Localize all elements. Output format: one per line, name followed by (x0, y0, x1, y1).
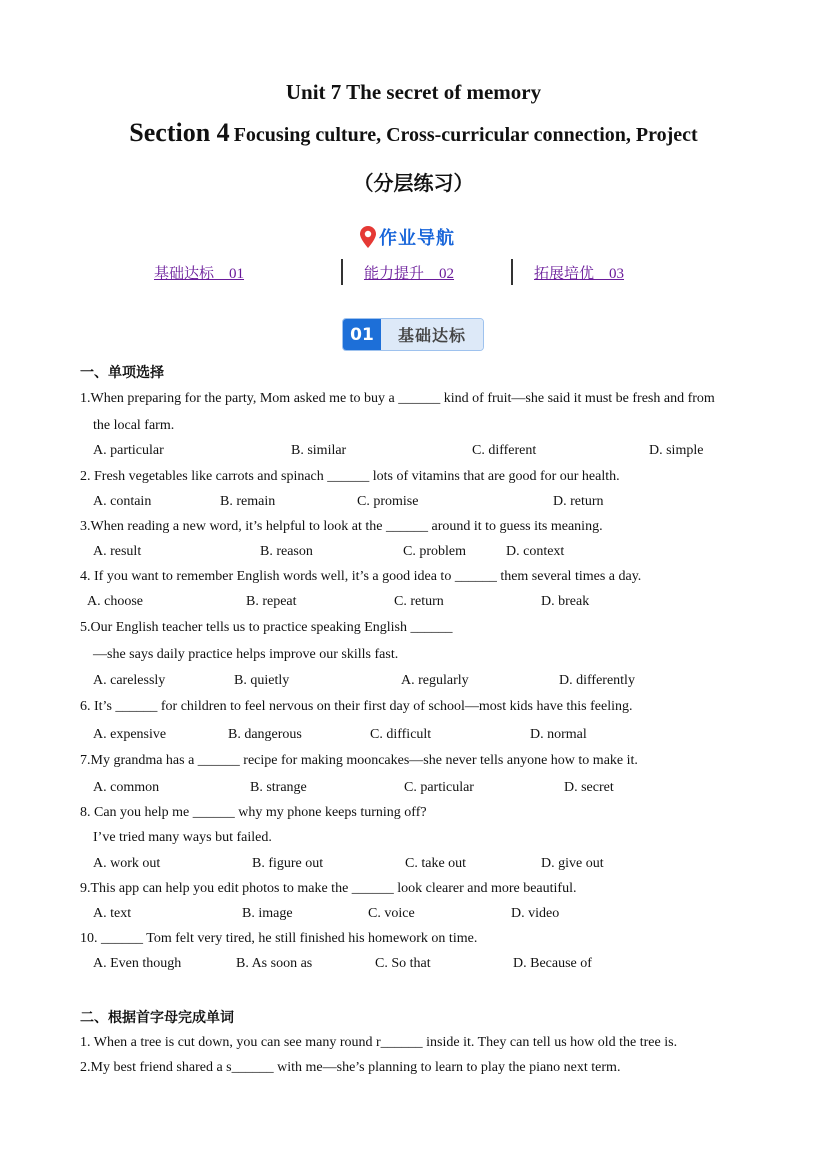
nav-link-improve[interactable]: 能力提升 02 (364, 266, 455, 282)
option: B. remain (220, 494, 276, 509)
option: B. strange (250, 780, 307, 795)
option: A. text (93, 906, 132, 921)
option: B. reason (260, 544, 313, 559)
question-line: 1.When preparing for the party, Mom asked me to buy a ______ kind of fruit—she said it must be fresh and from (80, 391, 715, 406)
option: B. similar (291, 443, 347, 458)
question-line: 10. ______ Tom felt very tired, he still finished his homework on time. (80, 931, 478, 946)
question-line: 6. It’s ______ for children to feel nervous on their first day of school—most kids have this feeling. (80, 699, 633, 714)
option: A. carelessly (93, 673, 166, 688)
question-line: 4. If you want to remember English words well, it’s a good idea to ______ them several times a day. (80, 569, 642, 584)
option: A. result (93, 544, 142, 559)
question-line: I’ve tried many ways but failed. (93, 830, 272, 845)
question-line: 3.When reading a new word, it’s helpful to look at the ______ around it to guess its meaning. (80, 519, 603, 534)
option: B. figure out (252, 856, 324, 871)
question-line: 2. Fresh vegetables like carrots and spinach ______ lots of vitamins that are good for our health. (80, 469, 620, 484)
nav-link-basic[interactable]: 基础达标 01 (154, 266, 245, 282)
nav-title: 作业导航 (379, 228, 455, 249)
option: D. differently (559, 673, 635, 688)
unit-title: Unit 7 The secret of memory (285, 80, 542, 104)
option: A. contain (93, 494, 152, 509)
option: D. break (541, 594, 590, 609)
question-line: the local farm. (93, 418, 175, 433)
option: B. image (242, 906, 293, 921)
option: A. work out (93, 856, 161, 871)
fill-item: 2.My best friend shared a s______ with me—she’s planning to learn to play the piano next term. (80, 1060, 621, 1075)
option: C. particular (404, 780, 474, 795)
question-line: 5.Our English teacher tells us to practice speaking English ______ (80, 620, 453, 635)
option: A. Even though (93, 956, 182, 971)
option: C. difficult (370, 727, 432, 742)
nav-link-extend[interactable]: 拓展培优 03 (534, 266, 625, 282)
section-badge-label: 基础达标 (381, 319, 483, 350)
question-line: —she says daily practice helps improve our skills fast. (93, 647, 399, 662)
section-title (0, 118, 827, 148)
option: A. common (93, 780, 160, 795)
option: C. take out (405, 856, 467, 871)
nav-divider (511, 259, 513, 285)
option: B. quietly (234, 673, 290, 688)
option: A. particular (93, 443, 164, 458)
question-line: 7.My grandma has a ______ recipe for making mooncakes—she never tells anyone how to make it. (80, 753, 638, 768)
nav-links (0, 259, 827, 287)
part1-heading: 一、单项选择 (80, 365, 164, 381)
practice-label: （分层练习） (353, 173, 474, 195)
option: C. So that (375, 956, 431, 971)
nav-divider (341, 259, 343, 285)
option: B. repeat (246, 594, 297, 609)
option: A. choose (87, 594, 143, 609)
option: B. As soon as (236, 956, 313, 971)
option: C. problem (403, 544, 466, 559)
homework-nav-badge (360, 224, 455, 250)
option: C. promise (357, 494, 419, 509)
option: D. context (506, 544, 565, 559)
section-number: 01 (343, 319, 381, 350)
location-pin-icon (360, 226, 376, 248)
option: D. normal (530, 727, 587, 742)
option: A. expensive (93, 727, 167, 742)
option: D. give out (541, 856, 604, 871)
section-subtitle: Focusing culture, Cross-curricular connection, Project (233, 124, 698, 146)
option: D. secret (564, 780, 614, 795)
option: C. voice (368, 906, 415, 921)
option: C. different (472, 443, 537, 458)
section-01-badge (342, 318, 484, 351)
question-line: 8. Can you help me ______ why my phone keeps turning off? (80, 805, 427, 820)
option: D. video (511, 906, 560, 921)
question-line: 9.This app can help you edit photos to make the ______ look clearer and more beautiful. (80, 881, 577, 896)
part2-heading: 二、根据首字母完成单词 (80, 1010, 234, 1026)
option: C. return (394, 594, 444, 609)
option: D. Because of (513, 956, 592, 971)
fill-item: 1. When a tree is cut down, you can see many round r______ inside it. They can tell us how old the tree is. (80, 1035, 678, 1050)
option: B. dangerous (228, 727, 302, 742)
option: A. regularly (401, 673, 469, 688)
option: D. return (553, 494, 604, 509)
section-label: Section 4 (129, 118, 230, 147)
option: D. simple (649, 443, 704, 458)
